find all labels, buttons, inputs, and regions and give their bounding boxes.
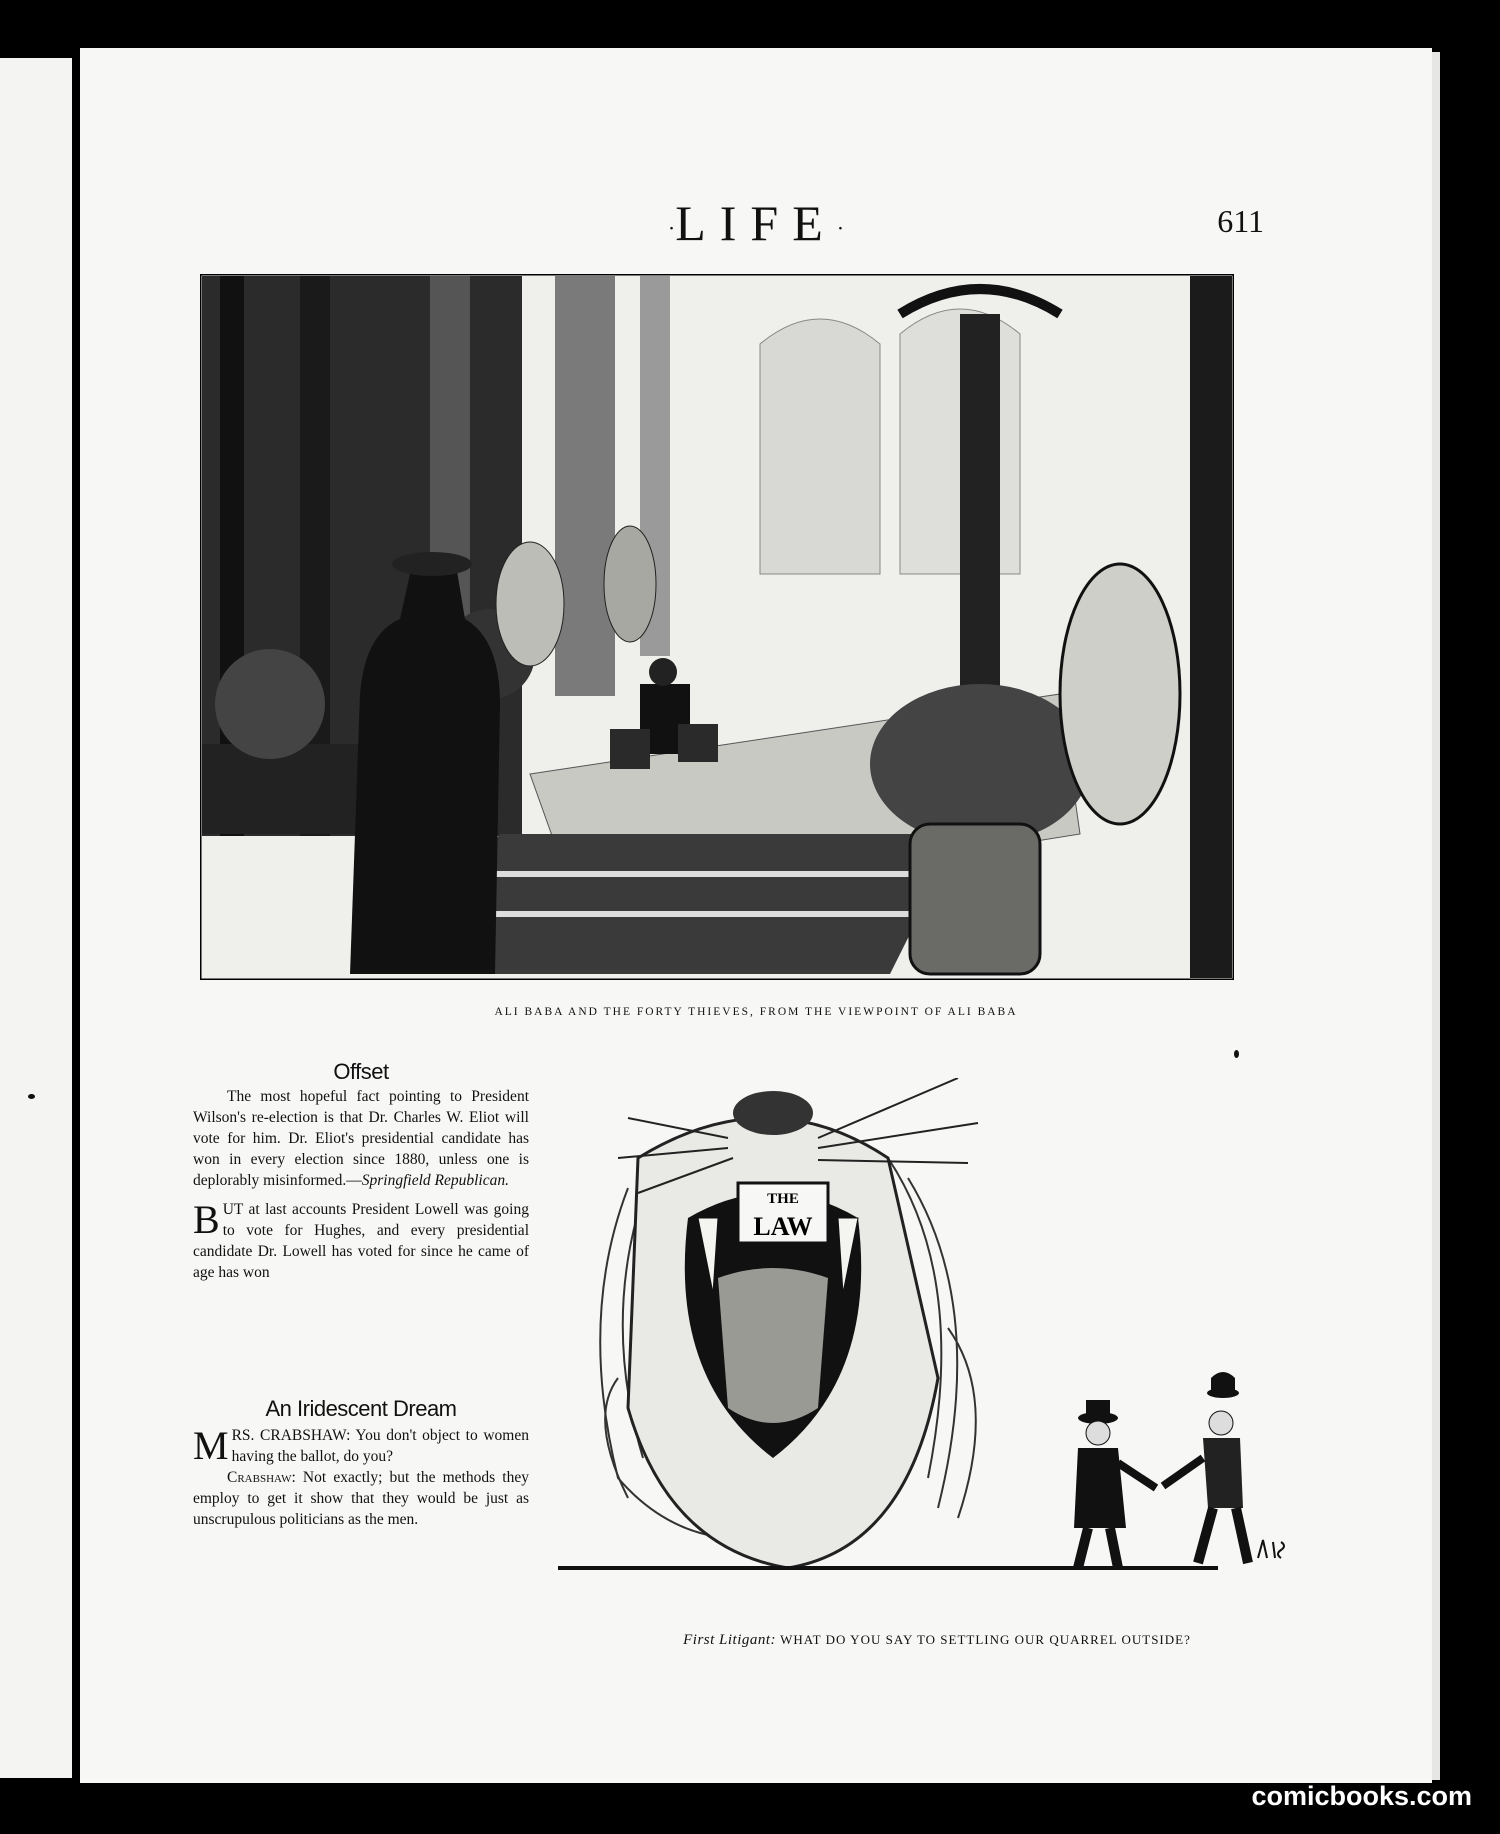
top-illustration-caption: ALI BABA AND THE FORTY THIEVES, FROM THE VIEWPOINT OF ALI BABA bbox=[494, 1006, 1018, 1018]
offset-reply: BUT at last accounts President Lowell was going to vote for Hughes, and every presidential candidate Dr. Lowell has voted for since he came of age has won bbox=[193, 1197, 529, 1281]
offset-article bbox=[193, 1061, 529, 1283]
dream-line-2: Crabshaw: Not exactly; but the methods they employ to get it show that they would be just as unscrupulous politicians as the men. bbox=[193, 1469, 529, 1528]
first-litigant-icon bbox=[1074, 1400, 1156, 1568]
offset-source: Springfield Republican. bbox=[361, 1172, 509, 1189]
page-edge bbox=[1432, 52, 1440, 1780]
dream-article bbox=[193, 1398, 529, 1530]
book-spine bbox=[72, 52, 80, 1782]
drop-cap-m: M bbox=[193, 1423, 229, 1468]
offset-quote: The most hopeful fact pointing to President Wilson's re-election is that Dr. Charles W. Eliot will vote for him. Dr. Eliot's presidential candidate has won in every election since 1880, unless one is deplorably misinformed.—Springfield Republican. bbox=[193, 1088, 529, 1189]
law-sign-bottom: LAW bbox=[753, 1212, 813, 1241]
print-speck bbox=[1234, 1050, 1239, 1058]
second-litigant-icon bbox=[1163, 1372, 1248, 1563]
magazine-page bbox=[80, 48, 1432, 1783]
dream-title: An Iridescent Dream bbox=[265, 1396, 457, 1421]
grand-hotel-lobby-drawing-icon bbox=[200, 274, 1234, 980]
masthead: ·LIFE· bbox=[667, 195, 845, 251]
offset-title: Offset bbox=[333, 1059, 389, 1084]
watermark: comicbooks.com bbox=[1251, 1781, 1472, 1811]
artist-signature-icon bbox=[1258, 1540, 1284, 1558]
dream-line-1: MRS. CRABSHAW: You don't object to women having the ballot, do you? bbox=[193, 1423, 529, 1468]
drop-cap-b: B bbox=[193, 1197, 220, 1242]
bottom-illustration-caption: First Litigant: WHAT DO YOU SAY TO SETTLING OUR QUARREL OUTSIDE? bbox=[683, 1632, 1191, 1648]
lion-head-cartoon-icon bbox=[558, 1078, 1310, 1593]
law-sign-top: THE bbox=[767, 1191, 799, 1207]
page-number: 611 bbox=[1217, 203, 1264, 239]
left-page-edge bbox=[0, 58, 72, 1778]
print-speck bbox=[28, 1094, 35, 1099]
caption-speaker: First Litigant: bbox=[683, 1632, 777, 1648]
